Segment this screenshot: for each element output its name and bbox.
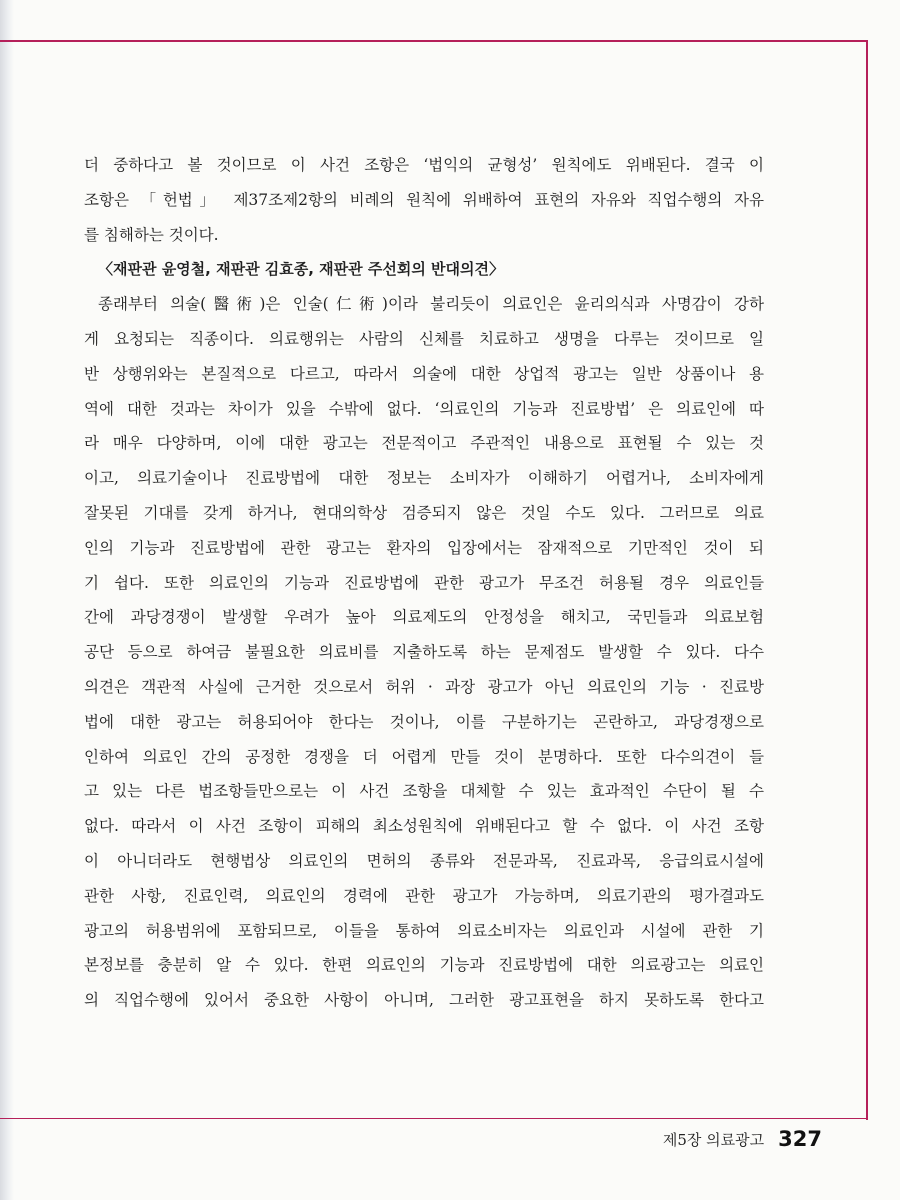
text-line: 의견은 객관적 사실에 근거한 것으로서 허위 · 과장 광고가 아닌 의료인의 기능 · 진료방 — [84, 677, 764, 696]
text-line: 더 중하다고 볼 것이므로 이 사건 조항은 ‘법익의 균형성’ 원칙에도 위배된다. 결국 이 — [84, 156, 764, 174]
text-line: 조항은 「헌법」 제37조제2항의 비례의 원칙에 위배하여 표현의 자유와 직업수행의 자유 — [84, 190, 764, 209]
text-line: 의 직업수행에 있어서 중요한 사항이 아니며, 그러한 광고표현을 하지 못하도록 한다고 — [84, 991, 764, 1010]
text-line: 이 아니더라도 현행법상 의료인의 면허의 종류와 전문과목, 진료과목, 응급의료시설에 — [84, 851, 764, 870]
text-line: 잘못된 기대를 갖게 하거나, 현대의학상 검증되지 않은 것일 수도 있다. 그러므로 의료 — [84, 503, 764, 522]
text-line: 반 상행위와는 본질적으로 다르고, 따라서 의술에 대한 상업적 광고는 일반 상품이나 용 — [84, 364, 764, 383]
text-line: 기 쉽다. 또한 의료인의 기능과 진료방법에 관한 광고가 무조건 허용될 경우 의료인들 — [84, 573, 764, 592]
right-rule — [866, 40, 868, 1120]
text-line: 없다. 따라서 이 사건 조항이 피해의 최소성원칙에 위배된다고 할 수 없다. 이 사건 조항 — [84, 817, 764, 836]
page-number: 327 — [778, 1127, 822, 1151]
page-edge-shadow — [0, 0, 14, 1200]
section-heading: 〈재판관 윤영철, 재판관 김효종, 재판관 주선회의 반대의견〉 — [98, 260, 505, 279]
text-line: 공단 등으로 하여금 불필요한 의료비를 지출하도록 하는 문제점도 발생할 수 있다. 다수 — [84, 643, 764, 662]
text-line: 본정보를 충분히 알 수 있다. 한편 의료인의 기능과 진료방법에 대한 의료광고는 의료인 — [84, 956, 764, 975]
text-line: 게 요청되는 직종이다. 의료행위는 사람의 신체를 치료하고 생명을 다루는 것이므로 일 — [84, 329, 764, 348]
text-line: 역에 대한 것과는 차이가 있을 수밖에 없다. ‘의료인의 기능과 진료방법’ 은 의료인에 따 — [84, 399, 764, 418]
text-line: 인하여 의료인 간의 공정한 경쟁을 더 어렵게 만들 것이 분명하다. 또한 다수의견이 들 — [84, 747, 764, 766]
top-rule — [0, 40, 868, 42]
text-line: 인의 기능과 진료방법에 관한 광고는 환자의 입장에서는 잠재적으로 기만적인 것이 되 — [84, 538, 764, 557]
text-line: 고 있는 다른 법조항들만으로는 이 사건 조항을 대체할 수 있는 효과적인 수단이 될 수 — [84, 782, 764, 801]
text-line: 관한 사항, 진료인력, 의료인의 경력에 관한 광고가 가능하며, 의료기관의 평가결과도 — [84, 886, 764, 905]
text-line: 광고의 허용범위에 포함되므로, 이들을 통하여 의료소비자는 의료인과 시설에 관한 기 — [84, 921, 764, 940]
text-line: 종래부터 의술(醫術)은 인술(仁術)이라 불리듯이 의료인은 윤리의식과 사명감이 강하 — [98, 295, 764, 314]
bottom-rule — [0, 1118, 868, 1119]
body-text — [84, 148, 764, 1018]
text-line: 법에 대한 광고는 허용되어야 한다는 것이나, 이를 구분하기는 곤란하고, 과당경쟁으로 — [84, 712, 764, 731]
text-line: 이고, 의료기술이나 진료방법에 대한 정보는 소비자가 이해하기 어렵거나, 소비자에게 — [84, 469, 764, 488]
text-line: 간에 과당경쟁이 발생할 우려가 높아 의료제도의 안정성을 해치고, 국민들과 의료보험 — [84, 608, 764, 627]
chapter-label: 제5장 의료광고 — [662, 1130, 765, 1149]
text-line: 를 침해하는 것이다. — [84, 225, 219, 244]
page-footer — [663, 1124, 822, 1154]
text-line: 라 매우 다양하며, 이에 대한 광고는 전문적이고 주관적인 내용으로 표현될 수 있는 것 — [84, 434, 764, 453]
